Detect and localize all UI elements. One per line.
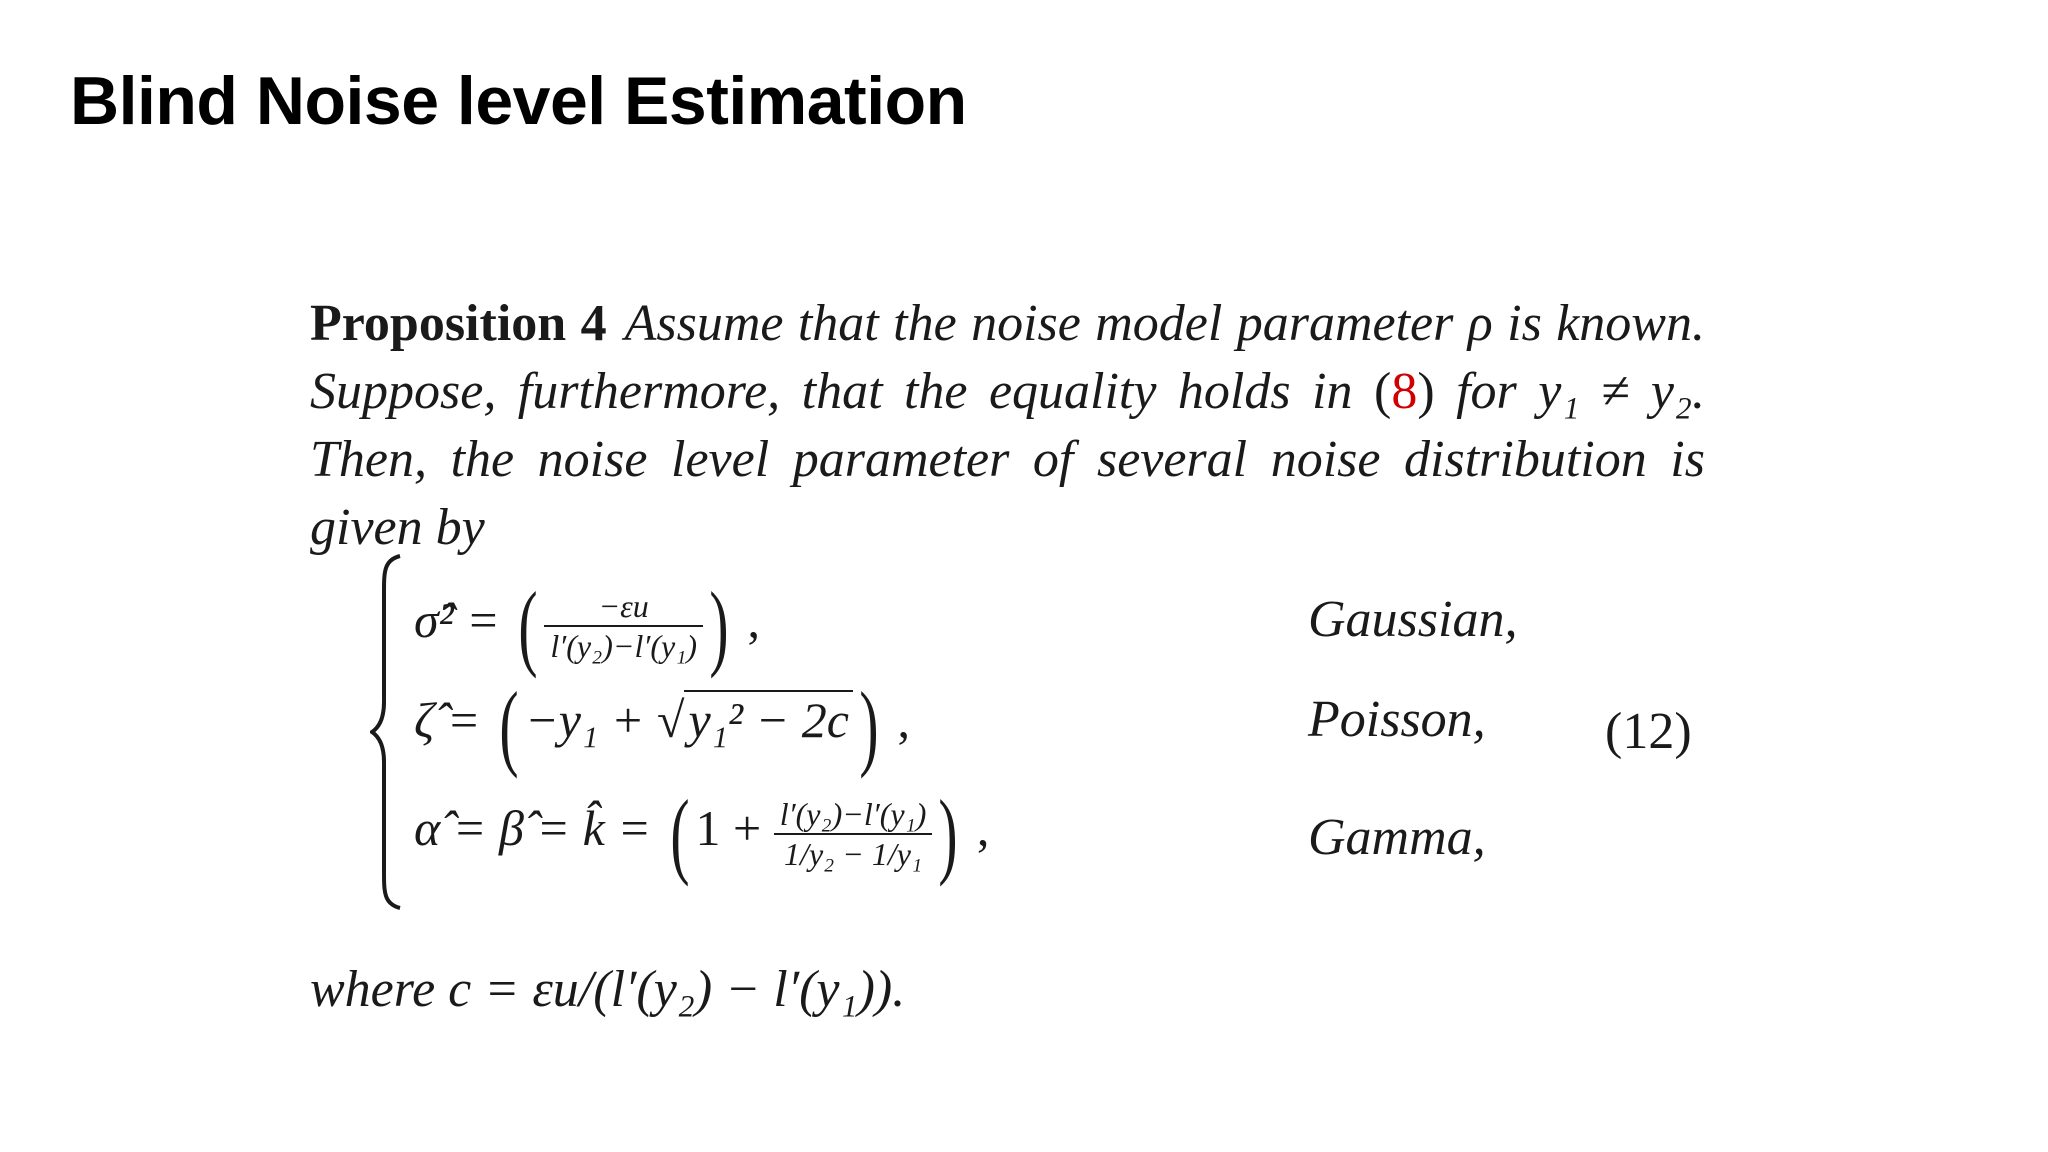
equation-row-gaussian xyxy=(414,570,760,681)
gamma-trail: , xyxy=(976,799,990,856)
ref-close: ) xyxy=(1417,363,1435,420)
gaussian-fraction xyxy=(544,587,703,665)
equation-number: (12) xyxy=(1605,703,1692,760)
left-brace xyxy=(370,552,404,912)
gamma-body: 1 + xyxy=(695,799,774,856)
proposition-text-1: Assume that the noise model parameter ρ is known. Suppose, furthermore, that the equality holds in xyxy=(310,295,1705,420)
poisson-trail: , xyxy=(897,691,910,748)
paren-close: ) xyxy=(938,780,958,887)
poisson-sqrt: y₁² − 2c xyxy=(684,690,853,748)
gamma-numerator: l′(y₂)−l′(y₁) xyxy=(779,795,927,832)
paren-close: ) xyxy=(709,572,729,679)
gaussian-denominator: l′(y₂)−l′(y₁) xyxy=(544,625,703,665)
paren-open: ( xyxy=(669,780,690,887)
label-gaussian: Gaussian, xyxy=(1308,591,1518,648)
gaussian-trail: , xyxy=(747,591,760,648)
gamma-fraction xyxy=(774,795,933,873)
paren-open: ( xyxy=(518,572,538,679)
equation-block xyxy=(370,552,1705,912)
gamma-denominator: 1/y₂ − 1/y₁ xyxy=(774,833,933,873)
ref-open: ( xyxy=(1373,363,1392,420)
label-gamma: Gamma, xyxy=(1308,809,1486,866)
equation-ref-link[interactable]: 8 xyxy=(1391,363,1418,420)
equation-row-gamma xyxy=(414,778,989,889)
proposition-text-2: for y₁ ≠ y₂. Then, the noise level parameter of several noise distribution is given by xyxy=(310,363,1706,556)
paren-close: ) xyxy=(859,672,879,779)
paren-open: ( xyxy=(499,672,519,779)
where-clause: where c = εu/(l′(y₂) − l′(y₁)). xyxy=(310,961,906,1018)
label-poisson: Poisson, xyxy=(1308,691,1486,748)
equation-row-poisson: ζ̂ = ( −y₁ + √y₁² − 2c ) , xyxy=(414,672,910,779)
proposition-paragraph xyxy=(310,290,1705,562)
slide-title: Blind Noise level Estimation xyxy=(70,63,967,139)
gamma-lhs: α̂ = β̂ = k̂ = xyxy=(414,799,652,856)
gaussian-lhs: σ̂² = xyxy=(414,591,500,648)
proposition-heading: Proposition 4 xyxy=(310,295,607,352)
poisson-lhs: ζ̂ = xyxy=(414,691,481,748)
poisson-body: −y₁ + xyxy=(524,691,658,748)
gaussian-numerator: −εu xyxy=(598,587,649,624)
